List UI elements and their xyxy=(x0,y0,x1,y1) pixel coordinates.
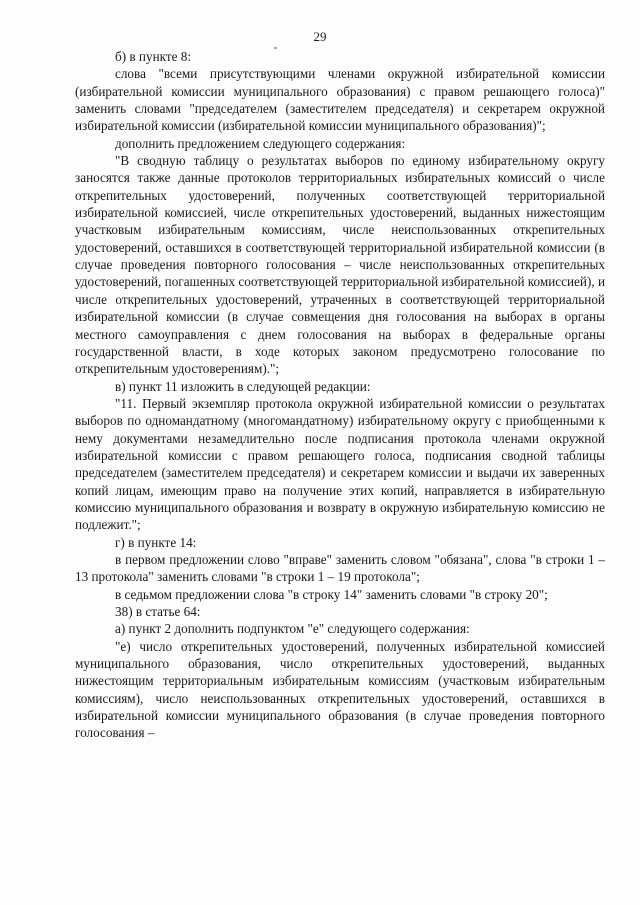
paragraph-summary-table: "В сводную таблицу о результатах выборов по единому избирательному округу заносятся также данные протоколов территориальных избирательных комиссий о числе открепительных удостоверений, полученных соответствующей территориальной избирательной комиссией, числе открепительных удостоверений, выданных нижестоящим участковым избирательным комиссиям, числе неиспользованных открепительных удостоверений, оставшихся в соответствующей территориальной избирательной комиссии (в случае проведения повторного голосования – числе неиспользованных открепительных удостоверений, погашенных соответствующей территориальной избирательной комиссией), и числе открепительных удостоверений, утраченных в соответствующей территориальной избирательной комиссии (в случае совмещения дня голосования на выборах в органы местного самоуправления с днем голосования на выборах в федеральные органы государственной власти, в ходе которых законом предусмотрено голосование по открепительным удостоверениям)."; xyxy=(75,153,606,377)
document-body xyxy=(75,48,605,742)
paragraph-article-64: 38) в статье 64: xyxy=(115,604,201,619)
paragraph-subpoint-e: "е) число открепительных удостоверений, полученных избирательной комиссией муниципального образования, число открепительных удостоверений, выданных нижестоящим территориальным избирательным комиссиям (участковым избирательным комиссиям), число неиспользованных открепительных удостоверений, оставшихся в избирательной комиссии муниципального образования (в случае проведения повторного голосования – xyxy=(75,638,605,741)
paragraph-b-point-8: б) в пункте 8: xyxy=(115,49,192,64)
paragraph-v-point-11: в) пункт 11 изложить в следующей редакции: xyxy=(115,378,371,394)
paragraph-supplement-sentence: дополнить предложением следующего содержания: xyxy=(115,135,406,151)
page-number: 29 xyxy=(313,29,327,44)
paragraph-words-replace: слова "всеми присутствующими членами окружной избирательной комиссии (избирательной комиссии муниципального образования) с правом решающего голоса)" заменить словами "председателем (заместителем председателя) и секретарем окружной избирательной комиссии (избирательной комиссии муниципального образования)"; xyxy=(75,66,605,134)
paragraph-a-point-2: а) пункт 2 дополнить подпунктом "е" следующего содержания: xyxy=(115,621,470,637)
paragraph-g-point-14: г) в пункте 14: xyxy=(115,534,197,550)
paragraph-first-sentence: в первом предложении слово "вправе" заменить словом "обязана", слова "в строки 1 – 13 протокола" заменить словами "в строки 1 – 19 протокола"; xyxy=(75,551,605,585)
paragraph-seventh-sentence: в седьмом предложении слова "в строку 14" заменить словами "в строку 20"; xyxy=(115,586,548,602)
paragraph-point-11-text: "11. Первый экземпляр протокола окружной избирательной комиссии о результатах выборов по одномандатному (многомандатному) избирательному округу с приобщенными к нему документами незамедлительно после подписания протокола членами окружной избирательной комиссии с правом решающего голоса, подписания сводной таблицы председателем (заместителем председателя) и секретарем комиссии и выдачи их заверенных копий лицам, имеющим право на получение этих копий, направляется в избирательную комиссию муниципального образования и возврату в окружную избирательную комиссию не подлежит."; xyxy=(75,395,605,533)
